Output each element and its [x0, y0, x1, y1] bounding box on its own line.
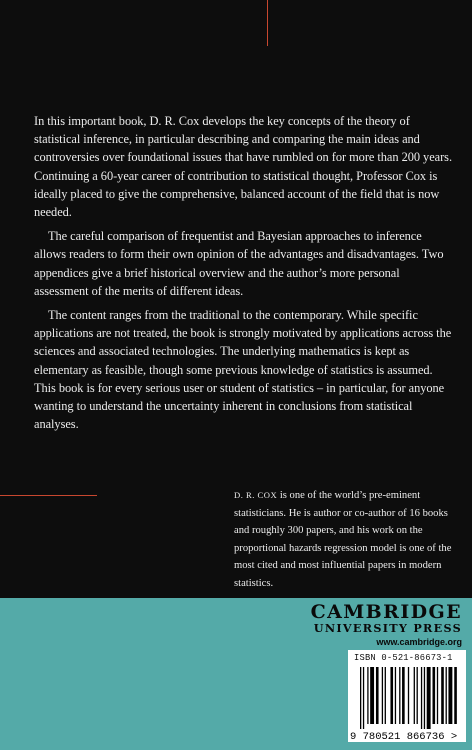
publisher-logo [311, 602, 462, 648]
author-name: D. R. COX [234, 490, 278, 500]
blurb-paragraph-1: In this important book, D. R. Cox develops the key concepts of the theory of statistical inference, in particular describing and comparing the main ideas and controversies over foundational issues that have rumbled on for more than 200 years. Continuing a 60-year career of contribution to statistical thought, Professor Cox is ideally placed to give the comprehensive, balanced account of the field that is now needed. [34, 114, 452, 220]
back-cover-blurb [34, 112, 454, 439]
publisher-subtitle: UNIVERSITY PRESS [313, 621, 462, 635]
barcode-graphic [348, 650, 466, 742]
blurb-paragraph-2: The careful comparison of frequentist and Bayesian approaches to inference allows readers to form their own opinion of the advantages and disadvantages. Two appendices give a brief historical overview and the author’s more personal assessment of the merits of different ideas. [34, 229, 444, 298]
barcode-digits: 9 780521 866736 > [350, 731, 458, 742]
top-accent-rule [267, 0, 268, 46]
barcode-bars [360, 667, 457, 729]
isbn-label: ISBN 0-521-86673-1 [354, 653, 453, 663]
author-bio [234, 487, 460, 593]
blurb-paragraph-3: The content ranges from the traditional to the contemporary. While specific applications are not treated, the book is strongly motivated by applications across the sciences and associated technologies. The underlying mathematics is kept as elementary as feasible, though some previous knowledge of statistics is assumed. This book is for every serious user or student of statistics – in particular, for anyone wanting to understand the uncertainty inherent in conclusions from statistical analyses. [34, 308, 452, 432]
publisher-url: www.cambridge.org [376, 637, 462, 647]
isbn-barcode [348, 650, 466, 742]
author-bio-text: is one of the world’s pre-eminent statisticians. He is author or co-author of 16 books and roughly 300 papers, and his work on the proportional hazards regression model is one of the most cited and most influential papers in modern statistics. [234, 490, 452, 589]
left-accent-rule [0, 495, 97, 496]
publisher-name: CAMBRIDGE [310, 601, 462, 623]
